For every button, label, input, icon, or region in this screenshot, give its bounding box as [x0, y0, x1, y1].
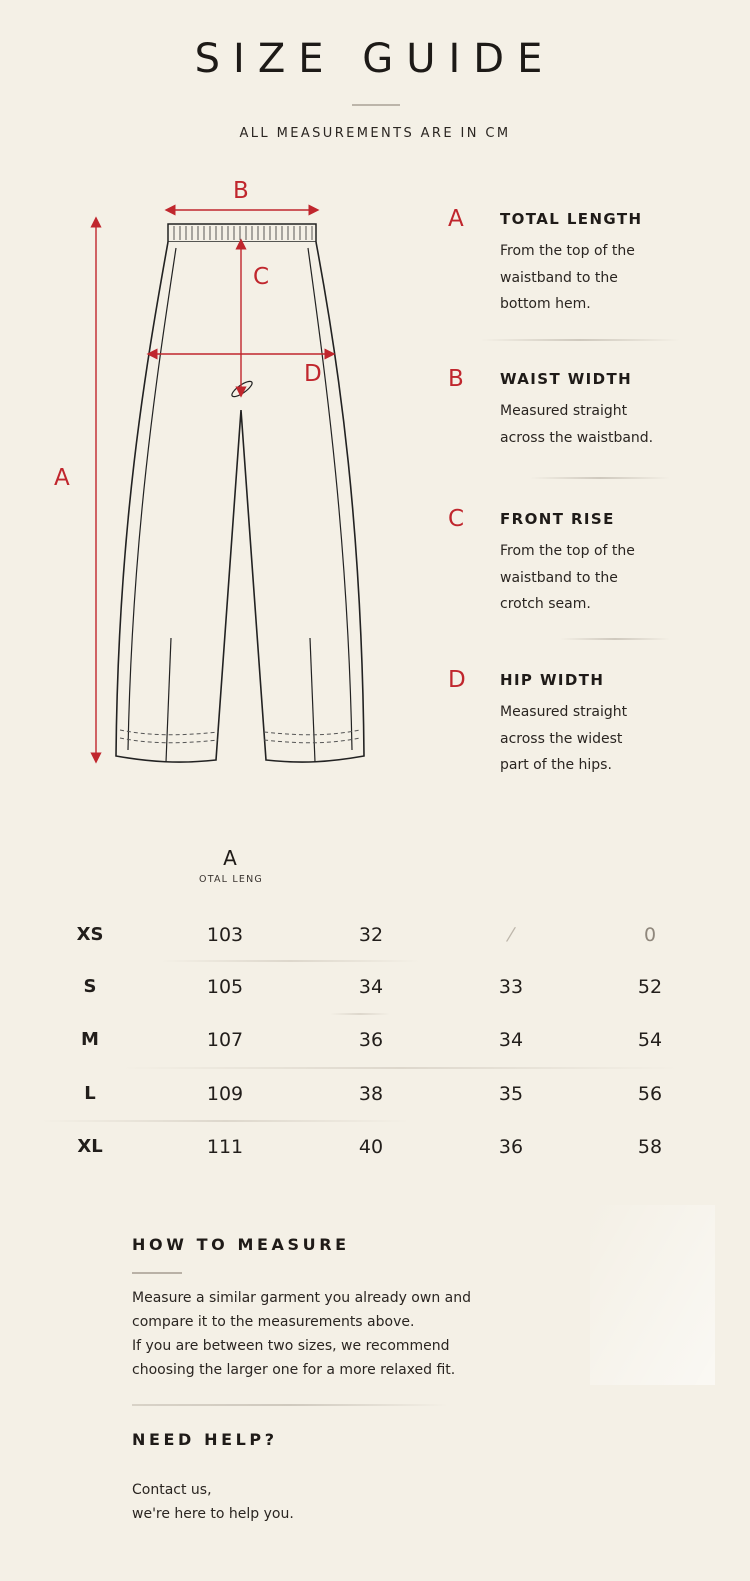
trouser-outline	[116, 242, 364, 762]
row-divider	[330, 1013, 390, 1015]
value-cell: 34	[358, 976, 384, 998]
legend-desc-line: waistband to the	[500, 269, 618, 286]
units-subtitle: ALL MEASUREMENTS ARE IN CM	[239, 126, 511, 141]
legend-letter: D	[448, 667, 466, 693]
legend-desc-line: Measured straight	[500, 403, 628, 419]
decorative-highlight	[590, 1205, 715, 1385]
value-cell: ⁄	[509, 924, 513, 946]
trouser-illustration	[40, 170, 420, 790]
row-divider	[120, 1067, 680, 1069]
size-cell: S	[83, 976, 97, 997]
table-row	[40, 1083, 720, 1123]
legend-title: HIP WIDTH	[500, 671, 605, 689]
size-cell: L	[84, 1083, 96, 1104]
total-length-cell: 107	[206, 1029, 244, 1051]
legend-description	[500, 538, 690, 618]
legend-desc-line: From the top of the	[500, 243, 635, 259]
table-column-letter: A	[223, 846, 237, 870]
legend-title: TOTAL LENGTH	[500, 210, 643, 228]
dimension-d-label: D	[304, 361, 322, 387]
legend-description	[500, 238, 690, 318]
value-cell: 56	[637, 1083, 663, 1105]
value-cell: 52	[637, 976, 663, 998]
body-line: compare it to the measurements above.	[132, 1314, 415, 1330]
legend-desc-line: waistband to the	[500, 569, 618, 586]
how-to-measure-title: HOW TO MEASURE	[132, 1235, 350, 1254]
table-row	[40, 1136, 720, 1176]
legend-title: FRONT RISE	[500, 510, 615, 528]
value-cell: 0	[643, 924, 657, 946]
legend-desc-line: Measured straight	[500, 704, 628, 720]
total-length-cell: 109	[206, 1083, 244, 1105]
need-help-text	[132, 1478, 294, 1526]
legend-letter: C	[448, 506, 465, 532]
body-line: choosing the larger one for a more relaxed fit.	[132, 1362, 456, 1378]
body-line: we're here to help you.	[132, 1506, 294, 1522]
contact-link[interactable]: Contact us,	[132, 1482, 212, 1498]
table-row	[40, 976, 720, 1016]
size-cell: M	[81, 1029, 99, 1050]
legend-desc-line: From the top of the	[500, 543, 635, 559]
row-divider	[40, 1120, 410, 1122]
value-cell: 38	[358, 1083, 384, 1105]
section-divider	[132, 1404, 448, 1406]
total-length-cell: 103	[206, 924, 244, 946]
size-cell: XS	[76, 924, 104, 945]
value-cell: 36	[358, 1029, 384, 1051]
row-divider	[160, 960, 420, 962]
value-cell: 34	[498, 1029, 524, 1051]
section-divider	[132, 1272, 182, 1274]
legend-desc-line: crotch seam.	[500, 596, 591, 612]
legend-letter: B	[448, 366, 464, 392]
dimension-c-label: C	[253, 264, 270, 290]
legend-divider	[530, 477, 670, 479]
legend-letter: A	[448, 206, 464, 232]
legend-desc-line: across the waistband.	[500, 429, 654, 446]
value-cell: 58	[637, 1136, 663, 1158]
body-line: If you are between two sizes, we recommend	[132, 1338, 450, 1354]
legend-title: WAIST WIDTH	[500, 370, 633, 388]
table-column-label: OTAL LENG	[199, 874, 263, 885]
value-cell: 33	[498, 976, 524, 998]
legend-desc-line: across the widest	[500, 730, 623, 747]
value-cell: 35	[498, 1083, 524, 1105]
total-length-cell: 111	[206, 1136, 244, 1158]
value-cell: 32	[358, 924, 384, 946]
trouser-diagram	[40, 170, 420, 790]
legend-description	[500, 398, 690, 451]
body-line: Measure a similar garment you already own and	[132, 1290, 471, 1306]
title-divider	[352, 104, 400, 106]
legend-desc-line: bottom hem.	[500, 296, 591, 312]
value-cell: 36	[498, 1136, 524, 1158]
total-length-cell: 105	[206, 976, 244, 998]
legend-divider	[480, 339, 680, 341]
dimension-a-label: A	[54, 465, 70, 491]
legend-desc-line: part of the hips.	[500, 757, 612, 773]
how-to-measure-text	[132, 1286, 471, 1382]
dimension-b-label: B	[233, 178, 249, 204]
need-help-title: NEED HELP?	[132, 1430, 278, 1449]
legend-description	[500, 699, 690, 779]
table-row	[40, 924, 720, 964]
table-row	[40, 1029, 720, 1069]
legend-divider	[560, 638, 670, 640]
value-cell: 40	[358, 1136, 384, 1158]
size-cell: XL	[77, 1136, 103, 1157]
value-cell: 54	[637, 1029, 663, 1051]
page-title: SIZE GUIDE	[194, 36, 556, 82]
